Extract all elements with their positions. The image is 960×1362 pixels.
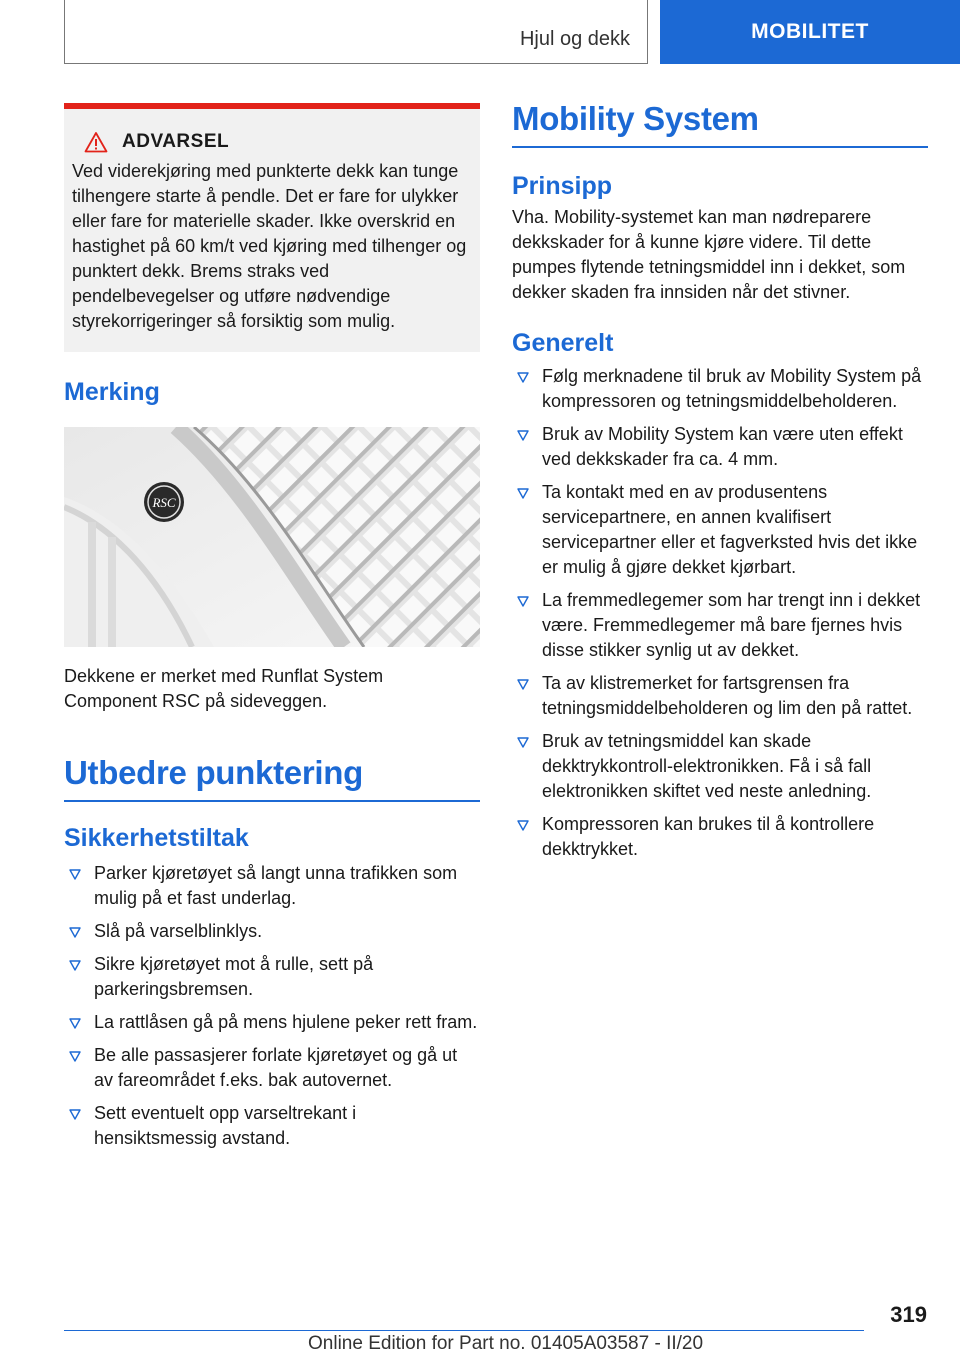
right-column bbox=[512, 100, 928, 870]
header-section-title: Hjul og dekk bbox=[519, 28, 630, 50]
warning-header bbox=[72, 131, 470, 153]
list-item-text: Sikre kjøretøyet mot å rulle, sett på parkeringsbremsen. bbox=[94, 954, 374, 999]
list-item bbox=[512, 364, 928, 414]
triangle-bullet-icon bbox=[517, 679, 529, 690]
warning-triangle-icon bbox=[84, 131, 108, 153]
rsc-emblem bbox=[144, 482, 184, 522]
triangle-bullet-icon bbox=[69, 1018, 81, 1029]
merking-caption: Dekkene er merket med Runflat System Component RSC på sideveggen. bbox=[64, 666, 384, 711]
list-item bbox=[64, 919, 480, 944]
safety-list bbox=[64, 861, 480, 1151]
prinsipp-heading: Prinsipp bbox=[512, 172, 613, 200]
list-item-text: La rattlåsen gå på mens hjulene peker rett fram. bbox=[94, 1012, 478, 1032]
left-column bbox=[64, 103, 480, 1159]
chapter-tab[interactable]: MOBILITET bbox=[660, 0, 960, 64]
triangle-bullet-icon bbox=[517, 430, 529, 441]
triangle-bullet-icon bbox=[69, 1051, 81, 1062]
list-item bbox=[64, 952, 480, 1002]
list-item bbox=[512, 422, 928, 472]
list-item-text: Ta av klistremerket for fartsgrensen fra tetningsmiddelbeholderen og lim den på rattet. bbox=[542, 673, 913, 718]
utbedre-heading: Utbedre punktering bbox=[64, 754, 480, 802]
mobility-heading: Mobility System bbox=[512, 100, 928, 148]
warning-box bbox=[64, 103, 480, 352]
triangle-bullet-icon bbox=[69, 927, 81, 938]
triangle-bullet-icon bbox=[517, 372, 529, 383]
triangle-bullet-icon bbox=[69, 960, 81, 971]
list-item bbox=[512, 812, 928, 862]
list-item bbox=[64, 1101, 480, 1151]
list-item bbox=[512, 588, 928, 663]
warning-title: ADVARSEL bbox=[122, 131, 230, 152]
list-item bbox=[64, 1010, 480, 1035]
list-item-text: Parker kjøretøyet så langt unna trafikken som mulig på et fast underlag. bbox=[94, 863, 458, 908]
triangle-bullet-icon bbox=[517, 488, 529, 499]
merking-heading: Merking bbox=[64, 378, 160, 406]
rsc-label: RSC bbox=[152, 495, 176, 510]
list-item-text: Bruk av Mobility System kan være uten effekt ved dekkskader fra ca. 4 mm. bbox=[542, 424, 903, 469]
list-item bbox=[64, 861, 480, 911]
tire-rsc-image bbox=[64, 427, 480, 647]
list-item-text: Kompressoren kan brukes til å kontrollere dekktrykket. bbox=[542, 814, 875, 859]
generelt-heading: Generelt bbox=[512, 329, 614, 357]
prinsipp-text: Vha. Mobility-systemet kan man nødreparere dekkskader for å kunne kjøre videre. Til dette pumpes flytende tetningsmiddel inn i dekket, som dekker skaden fra innsiden når det stivner. bbox=[512, 207, 906, 302]
list-item bbox=[512, 729, 928, 804]
list-item-text: Be alle passasjerer forlate kjøretøyet og gå ut av fareområdet f.eks. bak autovernet. bbox=[94, 1045, 458, 1090]
triangle-bullet-icon bbox=[69, 869, 81, 880]
list-item-text: Bruk av tetningsmiddel kan skade dekktrykkontroll-elektronikken. Få i så fall elektronikken skiftet ved neste anledning. bbox=[542, 731, 872, 801]
list-item bbox=[64, 1043, 480, 1093]
list-item bbox=[512, 671, 928, 721]
sikkerhetstiltak-heading: Sikkerhetstiltak bbox=[64, 824, 249, 852]
warning-text: Ved viderekjøring med punkterte dekk kan tunge tilhengere starte å pendle. Det er fare for ulykker eller fare for materielle skader. Ikke overskrid en hastighet på 60 km/t ved kjøring med tilhenger og punktert dekk. Brems straks ved pendelbevegelser og utføre nødvendige styrekorrigeringer så forsiktig som mulig. bbox=[72, 161, 467, 331]
list-item-text: La fremmedlegemer som har trengt inn i dekket være. Fremmedlegemer må bare fjernes hvis disse stikker synlig ut av dekket. bbox=[542, 590, 921, 660]
page-number: 319 bbox=[890, 1302, 927, 1327]
triangle-bullet-icon bbox=[69, 1109, 81, 1120]
list-item-text: Følg merknadene til bruk av Mobility System på kompressoren og tetningsmiddelbeholderen. bbox=[542, 366, 922, 411]
triangle-bullet-icon bbox=[517, 596, 529, 607]
mobility-list bbox=[512, 364, 928, 862]
list-item-text: Slå på varselblinklys. bbox=[94, 921, 263, 941]
list-item bbox=[512, 480, 928, 580]
triangle-bullet-icon bbox=[517, 820, 529, 831]
list-item-text: Ta kontakt med en av produsentens servicepartnere, en annen kvalifisert servicepartner eller et fagverksted hvis det ikke er mulig å gjøre dekket kjørbart. bbox=[542, 482, 918, 577]
triangle-bullet-icon bbox=[517, 737, 529, 748]
edition-footer: Online Edition for Part no. 01405A03587 - II/20 bbox=[308, 1333, 704, 1354]
list-item-text: Sett eventuelt opp varseltrekant i hensiktsmessig avstand. bbox=[94, 1103, 357, 1148]
footer-divider bbox=[64, 1330, 864, 1331]
